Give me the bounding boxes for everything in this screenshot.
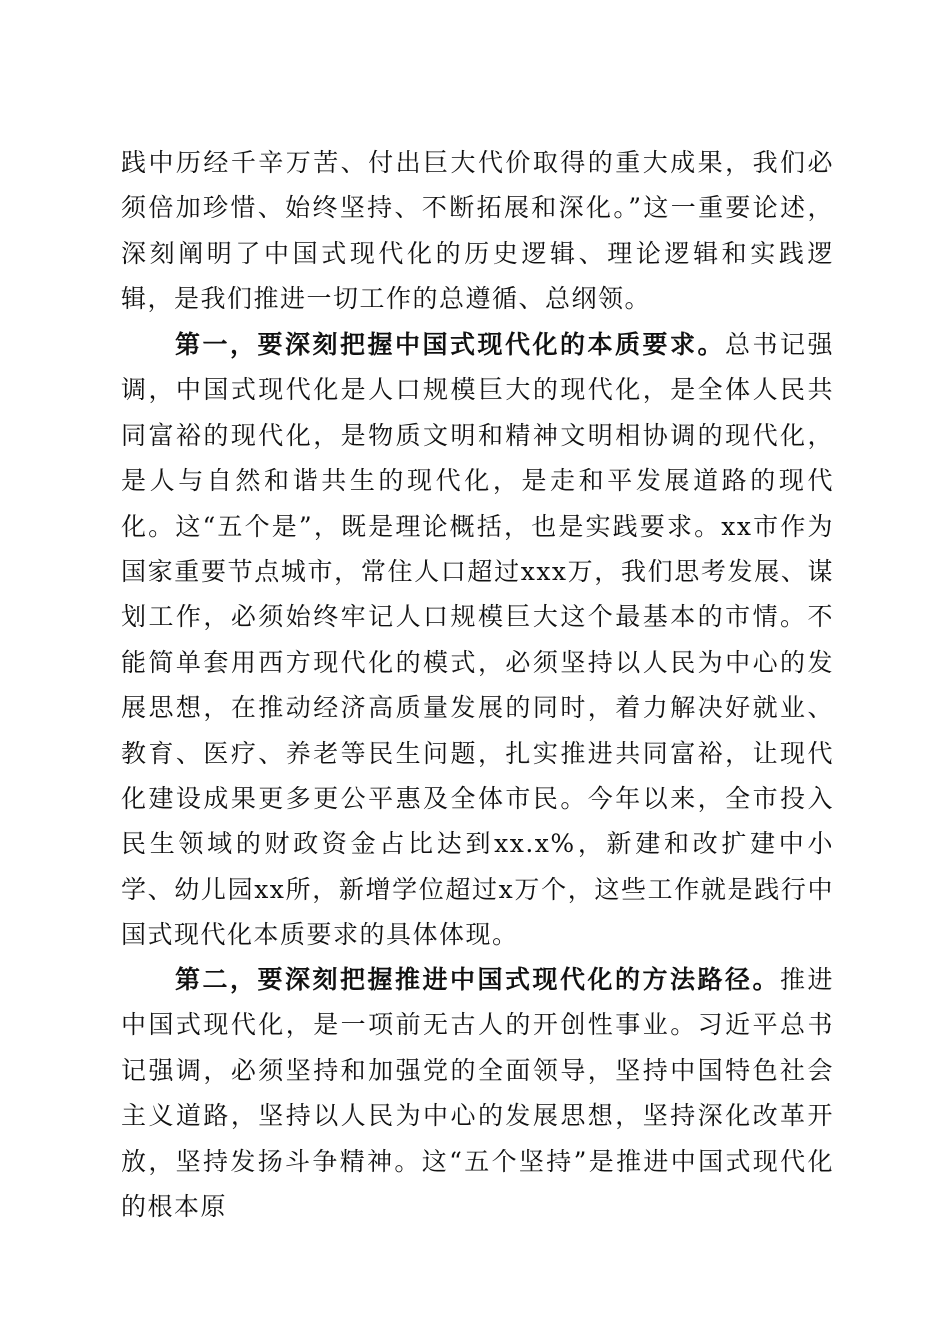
paragraph-heading: 第二，要深刻把握推进中国式现代化的方法路径。 (175, 965, 780, 994)
paragraph-heading: 第一，要深刻把握中国式现代化的本质要求。 (175, 330, 725, 359)
paragraph-continuation (121, 140, 834, 322)
paragraph-body: 践中历经千辛万苦、付出巨大代价取得的重大成果，我们必须倍加珍惜、始终坚持、不断拓展和深化。”这一重要论述，深刻阐明了中国式现代化的历史逻辑、理论逻辑和实践逻辑，是我们推进一切工作的总遵循、总纲领。 (121, 148, 834, 314)
paragraph-body: 总书记强调，中国式现代化是人口规模巨大的现代化，是全体人民共同富裕的现代化，是物质文明和精神文明相协调的现代化，是人与自然和谐共生的现代化，是走和平发展道路的现代化。这“五个是”，既是理论概括，也是实践要求。xx市作为国家重要节点城市，常住人口超过xxx万，我们思考发展、谋划工作，必须始终牢记人口规模巨大这个最基本的市情。不能简单套用西方现代化的模式，必须坚持以人民为中心的发展思想，在推动经济高质量发展的同时，着力解决好就业、教育、医疗、养老等民生问题，扎实推进共同富裕，让现代化建设成果更多更公平惠及全体市民。今年以来，全市投入民生领域的财政资金占比达到xx.x%，新建和改扩建中小学、幼儿园xx所，新增学位超过x万个，这些工作就是践行中国式现代化本质要求的具体体现。 (121, 330, 834, 950)
paragraph-text (121, 322, 834, 958)
paragraph-body: 推进中国式现代化，是一项前无古人的开创性事业。习近平总书记强调，必须坚持和加强党的全面领导，坚持中国特色社会主义道路，坚持以人民为中心的发展思想，坚持深化改革开放，坚持发扬斗争精神。这“五个坚持”是推进中国式现代化的根本原 (121, 965, 834, 1222)
paragraph-first-point (121, 322, 834, 958)
paragraph-text (121, 957, 834, 1229)
paragraph-second-point (121, 957, 834, 1229)
